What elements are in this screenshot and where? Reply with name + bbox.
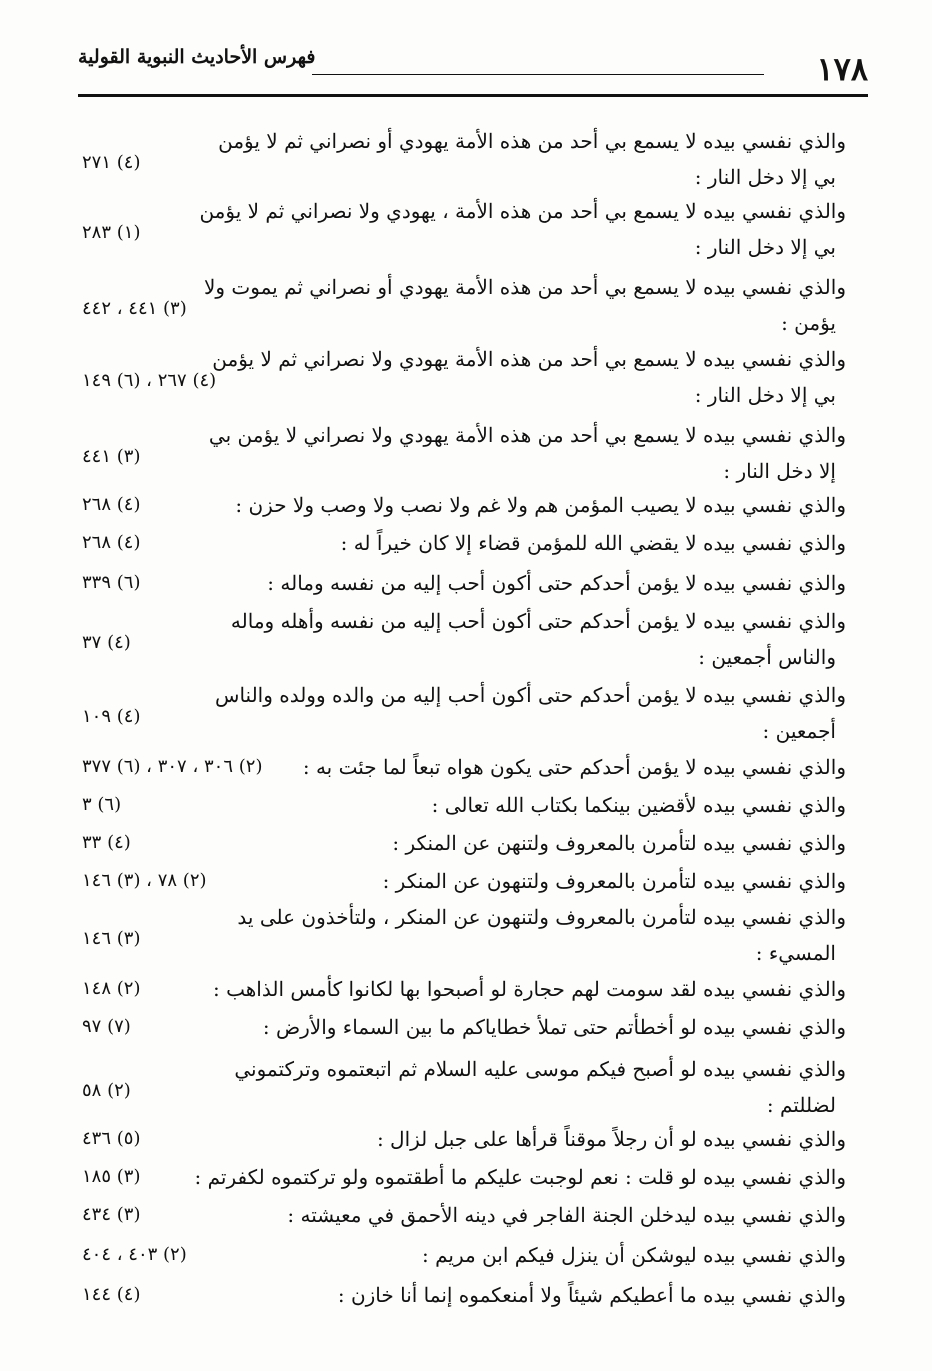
entry-reference: (٤) ٢٦٧ ، (٦) ١٤٩: [82, 370, 217, 391]
entry-text: والذي نفسي بيده لقد سومت لهم حجارة لو أصبحوا بها لكانوا كأمس الذاهب :: [213, 977, 846, 1001]
entry-reference: (٤) ١٤٤: [82, 1284, 141, 1305]
entry-reference: (٣) ٤٤١: [82, 446, 141, 467]
entry-text: والذي نفسي بيده لا يؤمن أحدكم حتى أكون أحب إليه من نفسه وأهله وماله: [230, 609, 846, 633]
entry-continuation: والناس أجمعين :: [698, 645, 836, 669]
entry-text: والذي نفسي بيده لتأمرن بالمعروف ولتنهون عن المنكر ، ولتأخذون على يد: [237, 905, 846, 929]
entry-reference: (٤) ٢٦٨: [82, 532, 141, 553]
entry-continuation: يؤمن :: [781, 311, 836, 335]
entry-continuation: لضللتم :: [766, 1093, 836, 1117]
entry-text: والذي نفسي بيده لو أخطأتم حتى تملأ خطاياكم ما بين السماء والأرض :: [262, 1015, 846, 1039]
entry-text: والذي نفسي بيده لا يسمع بي أحد من هذه الأمة يهودي أو نصراني ثم لا يؤمن: [218, 129, 846, 153]
entry-reference: (٥) ٤٣٦: [82, 1128, 141, 1149]
entry-continuation: المسيء :: [755, 941, 836, 965]
entry-reference: (٢) ٥٨: [82, 1080, 131, 1101]
entry-reference: (٣) ١٨٥: [82, 1166, 141, 1187]
entry-reference: (٤) ١٠٩: [82, 706, 141, 727]
entry-text: والذي نفسي بيده لا يسمع بي أحد من هذه الأمة ، يهودي ولا نصراني ثم لا يؤمن: [199, 199, 846, 223]
entry-continuation: بي إلا دخل النار :: [694, 383, 836, 407]
entry-text: والذي نفسي بيده لا يؤمن أحدكم حتى يكون هواه تبعاً لما جئت به :: [302, 755, 846, 779]
entry-text: والذي نفسي بيده لا يؤمن أحدكم حتى أكون أحب إليه من نفسه وماله :: [267, 571, 846, 595]
entry-reference: (٢) ٧٨ ، (٣) ١٤٦: [82, 870, 207, 891]
entry-text: والذي نفسي بيده لا يؤمن أحدكم حتى أكون أحب إليه من والده وولده والناس: [215, 683, 846, 707]
entry-continuation: بي إلا دخل النار :: [694, 165, 836, 189]
entry-reference: (٣) ١٤٦: [82, 928, 141, 949]
entry-reference: (٧) ٩٧: [82, 1016, 131, 1037]
entry-reference: (٣) ٤٣٤: [82, 1204, 141, 1225]
entry-text: والذي نفسي بيده لتأمرن بالمعروف ولتنهن عن المنكر :: [392, 831, 846, 855]
entry-text: والذي نفسي بيده لا يقضي الله للمؤمن قضاء إلا كان خيراً له :: [340, 531, 846, 555]
entry-reference: (٤) ٣٧: [82, 632, 131, 653]
entry-text: والذي نفسي بيده لا يسمع بي أحد من هذه الأمة يهودي أو نصراني ثم يموت ولا: [204, 275, 846, 299]
entry-text: والذي نفسي بيده لو أن رجلاً موقناً قرأها على جبل لزال :: [376, 1127, 846, 1151]
page-number: ١٧٨: [816, 50, 868, 88]
entry-reference: (١) ٢٨٣: [82, 222, 141, 243]
entry-text: والذي نفسي بيده لو أصبح فيكم موسى عليه السلام ثم اتبعتموه وتركتموني: [234, 1057, 846, 1081]
entry-continuation: إلا دخل النار :: [723, 459, 836, 483]
entry-text: والذي نفسي بيده ليوشكن أن ينزل فيكم ابن مريم :: [421, 1243, 846, 1267]
header-title: فهرس الأحاديث النبوية القولية: [78, 46, 316, 68]
entry-reference: (٣) ٤٤١ ، ٤٤٢: [82, 298, 187, 319]
entry-reference: (٢) ١٤٨: [82, 978, 141, 999]
entry-text: والذي نفسي بيده لا يسمع بي أحد من هذه الأمة يهودي ولا نصراني ثم لا يؤمن: [212, 347, 846, 371]
entry-reference: (٦) ٣: [82, 794, 122, 815]
entry-reference: (٤) ٢٧١: [82, 152, 141, 173]
entry-text: والذي نفسي بيده لو قلت : نعم لوجبت عليكم ما أطقتموه ولو تركتموه لكفرتم :: [194, 1165, 846, 1189]
entry-reference: (٢) ٣٠٦ ، ٣٠٧ ، (٦) ٣٧٧: [82, 756, 263, 777]
entry-text: والذي نفسي بيده لا يسمع بي أحد من هذه الأمة يهودي ولا نصراني لا يؤمن بي: [208, 423, 846, 447]
entry-reference: (٦) ٣٣٩: [82, 572, 141, 593]
entry-text: والذي نفسي بيده لأقضين بينكما بكتاب الله تعالى :: [431, 793, 846, 817]
entry-continuation: بي إلا دخل النار :: [694, 235, 836, 259]
entry-text: والذي نفسي بيده ما أعطيكم شيئاً ولا أمنعكموه إنما أنا خازن :: [337, 1283, 846, 1307]
entry-reference: (٢) ٤٠٣ ، ٤٠٤: [82, 1244, 187, 1265]
entry-text: والذي نفسي بيده ليدخلن الجنة الفاجر في دينه الأحمق في معيشته :: [287, 1203, 846, 1227]
entry-reference: (٤) ٢٦٨: [82, 494, 141, 515]
entry-text: والذي نفسي بيده لا يصيب المؤمن هم ولا غم ولا نصب ولا وصب ولا حزن :: [235, 493, 846, 517]
entry-continuation: أجمعين :: [762, 719, 836, 743]
entry-reference: (٤) ٣٣: [82, 832, 131, 853]
entry-text: والذي نفسي بيده لتأمرن بالمعروف ولتنهون عن المنكر :: [382, 869, 846, 893]
